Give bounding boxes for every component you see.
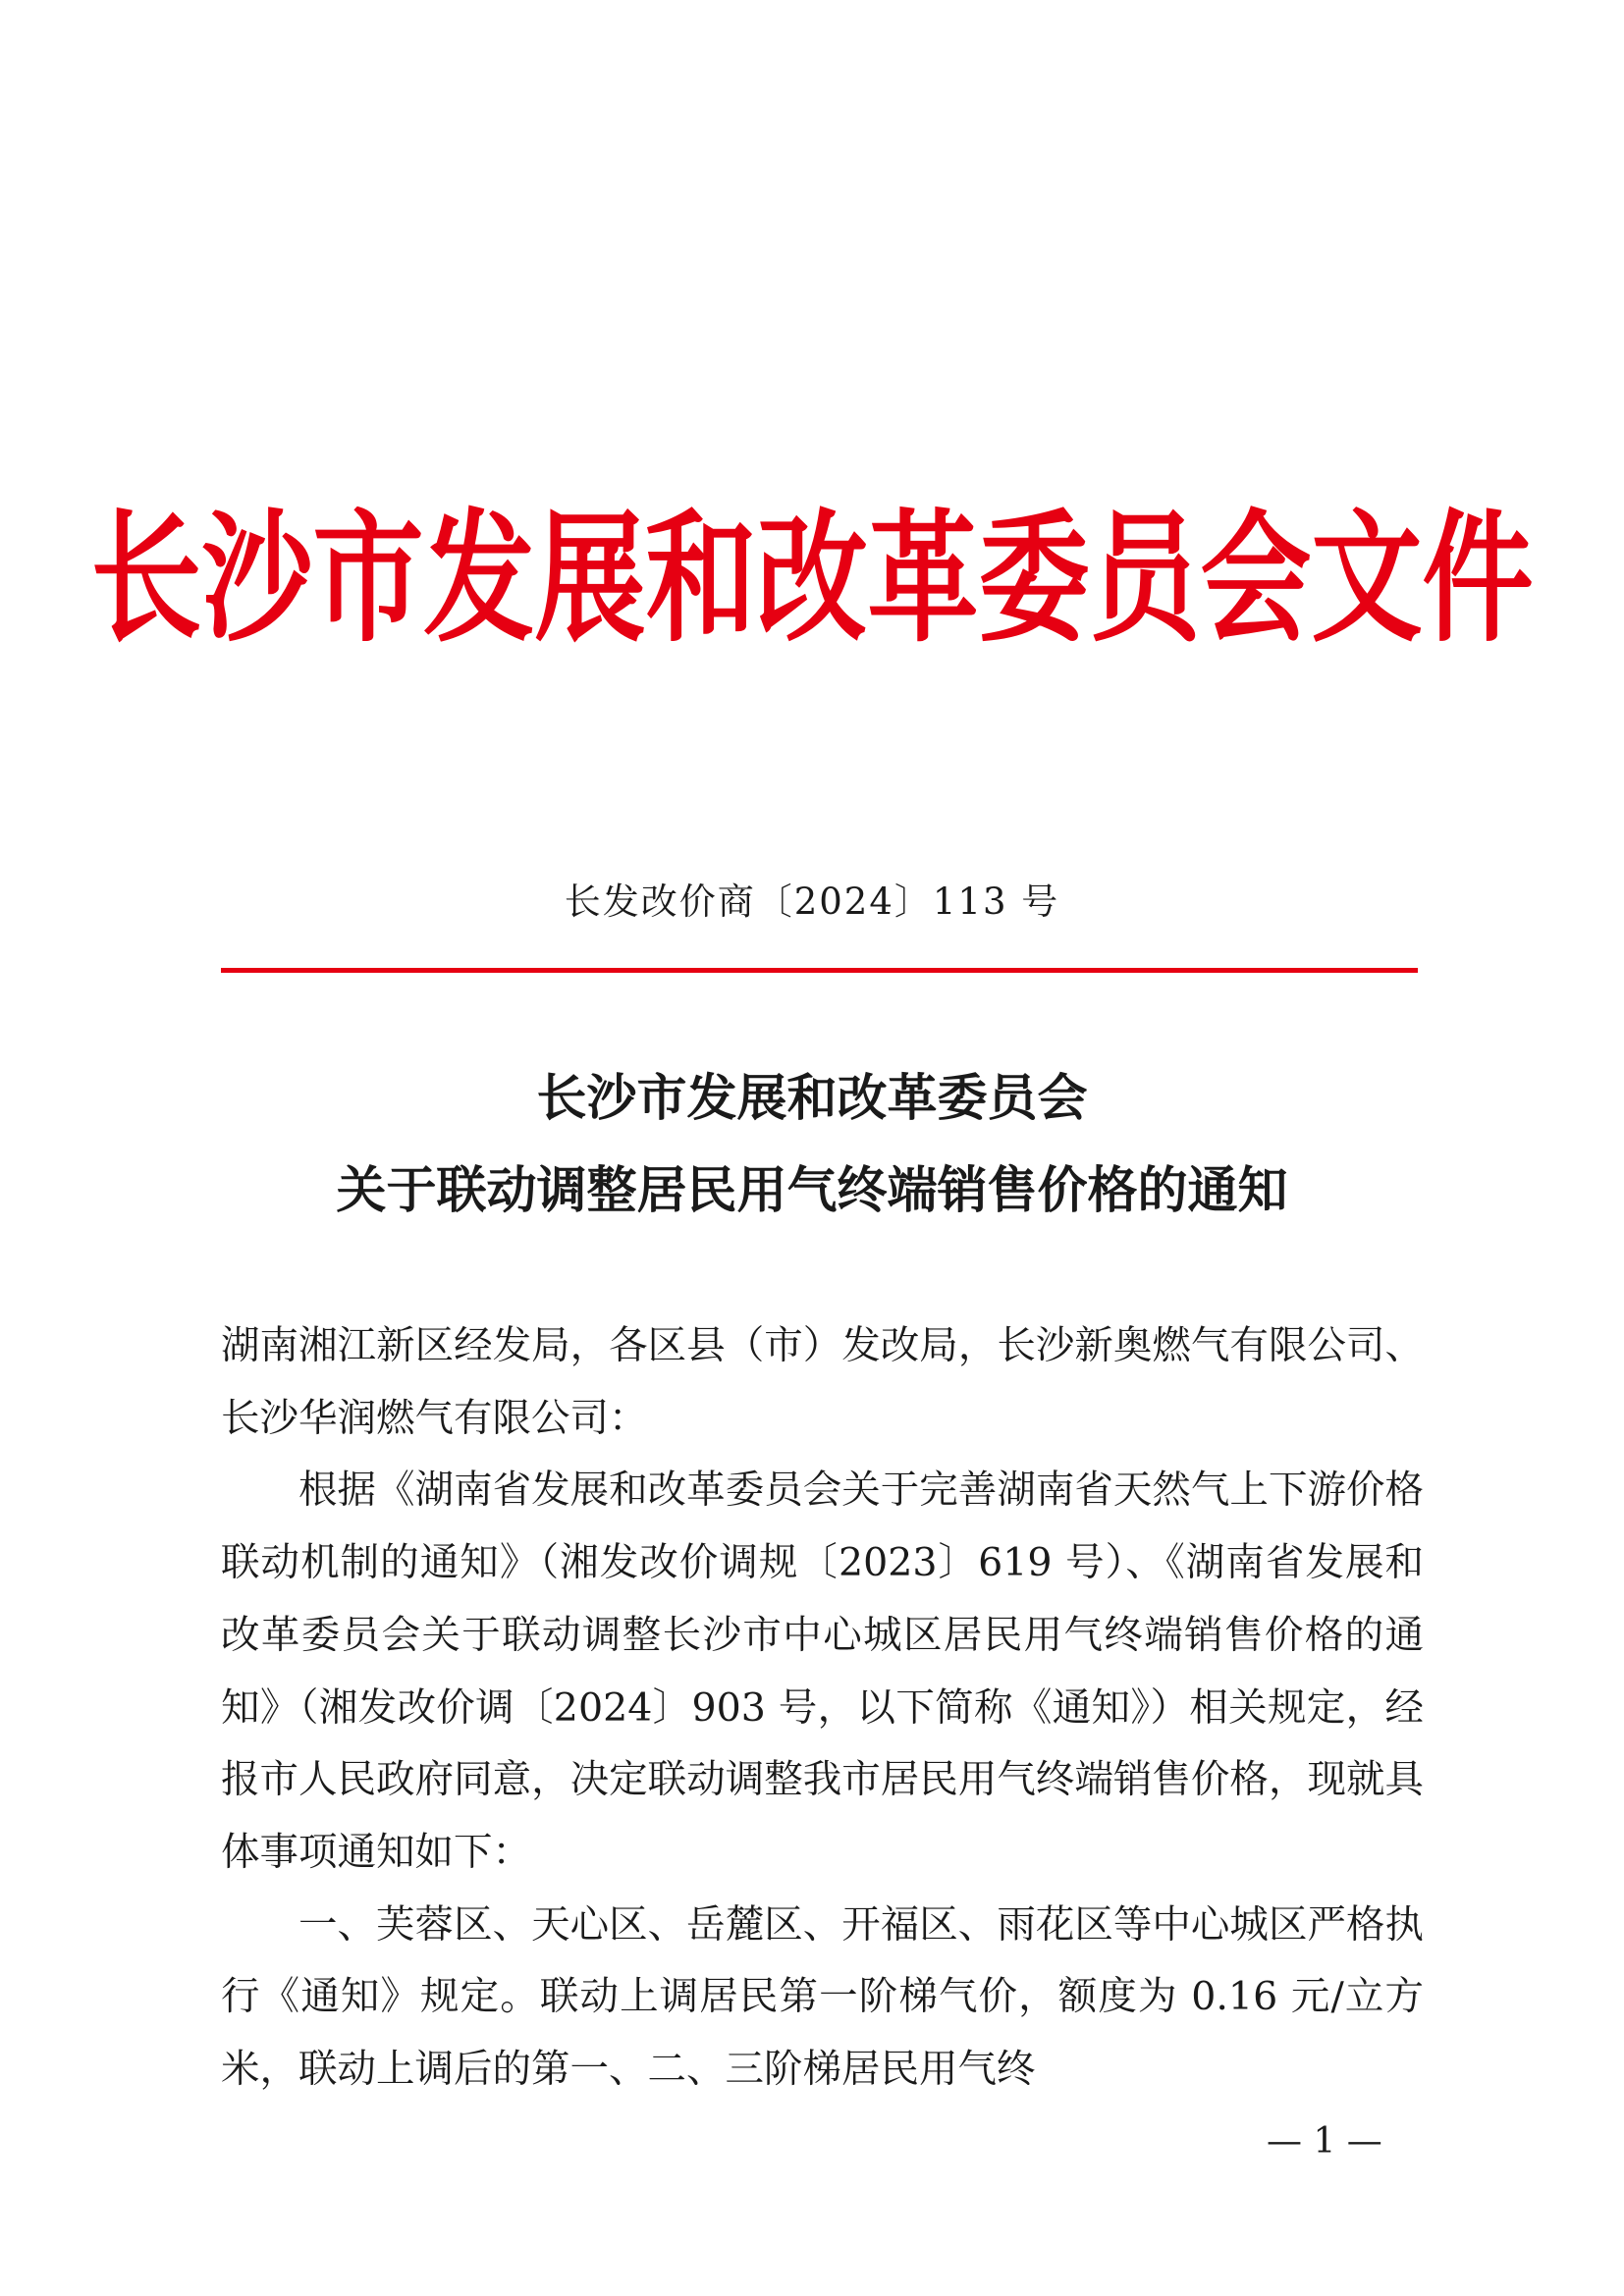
document-number: 长发改价商〔2024〕113 号 — [564, 881, 1060, 923]
notice-title-line-1: 长沙市发展和改革委员会 — [536, 1069, 1088, 1128]
document-body — [221, 1310, 1424, 2107]
red-separator-line — [221, 968, 1418, 973]
body-paragraph-2: 一、芙蓉区、天心区、岳麓区、开福区、雨花区等中心城区严格执行《通知》规定。联动上调居民第一阶梯气价，额度为 0.16 元/立方米，联动上调后的第一、二、三阶梯居民用气终 — [221, 1901, 1424, 2093]
body-paragraph-1: 根据《湖南省发展和改革委员会关于完善湖南省天然气上下游价格联动机制的通知》（湘发改价调规〔2023〕619 号）、《湖南省发展和改革委员会关于联动调整长沙市中心城区居民用气终端销售价格的通知》（湘发改价调〔2024〕903 号，以下简称《通知》）相关规定，经报市人民政府同意，决定联动调整我市居民用气终端销售价格，现就具体事项通知如下： — [221, 1468, 1424, 1875]
page-number: — 1 — — [1267, 2121, 1382, 2162]
notice-title-line-2: 关于联动调整居民用气终端销售价格的通知 — [336, 1161, 1288, 1220]
addressee-paragraph: 湖南湘江新区经发局，各区县（市）发改局，长沙新奥燃气有限公司、长沙华润燃气有限公司： — [221, 1323, 1424, 1441]
document-header-title: 长沙市发展和改革委员会文件 — [90, 496, 1534, 663]
